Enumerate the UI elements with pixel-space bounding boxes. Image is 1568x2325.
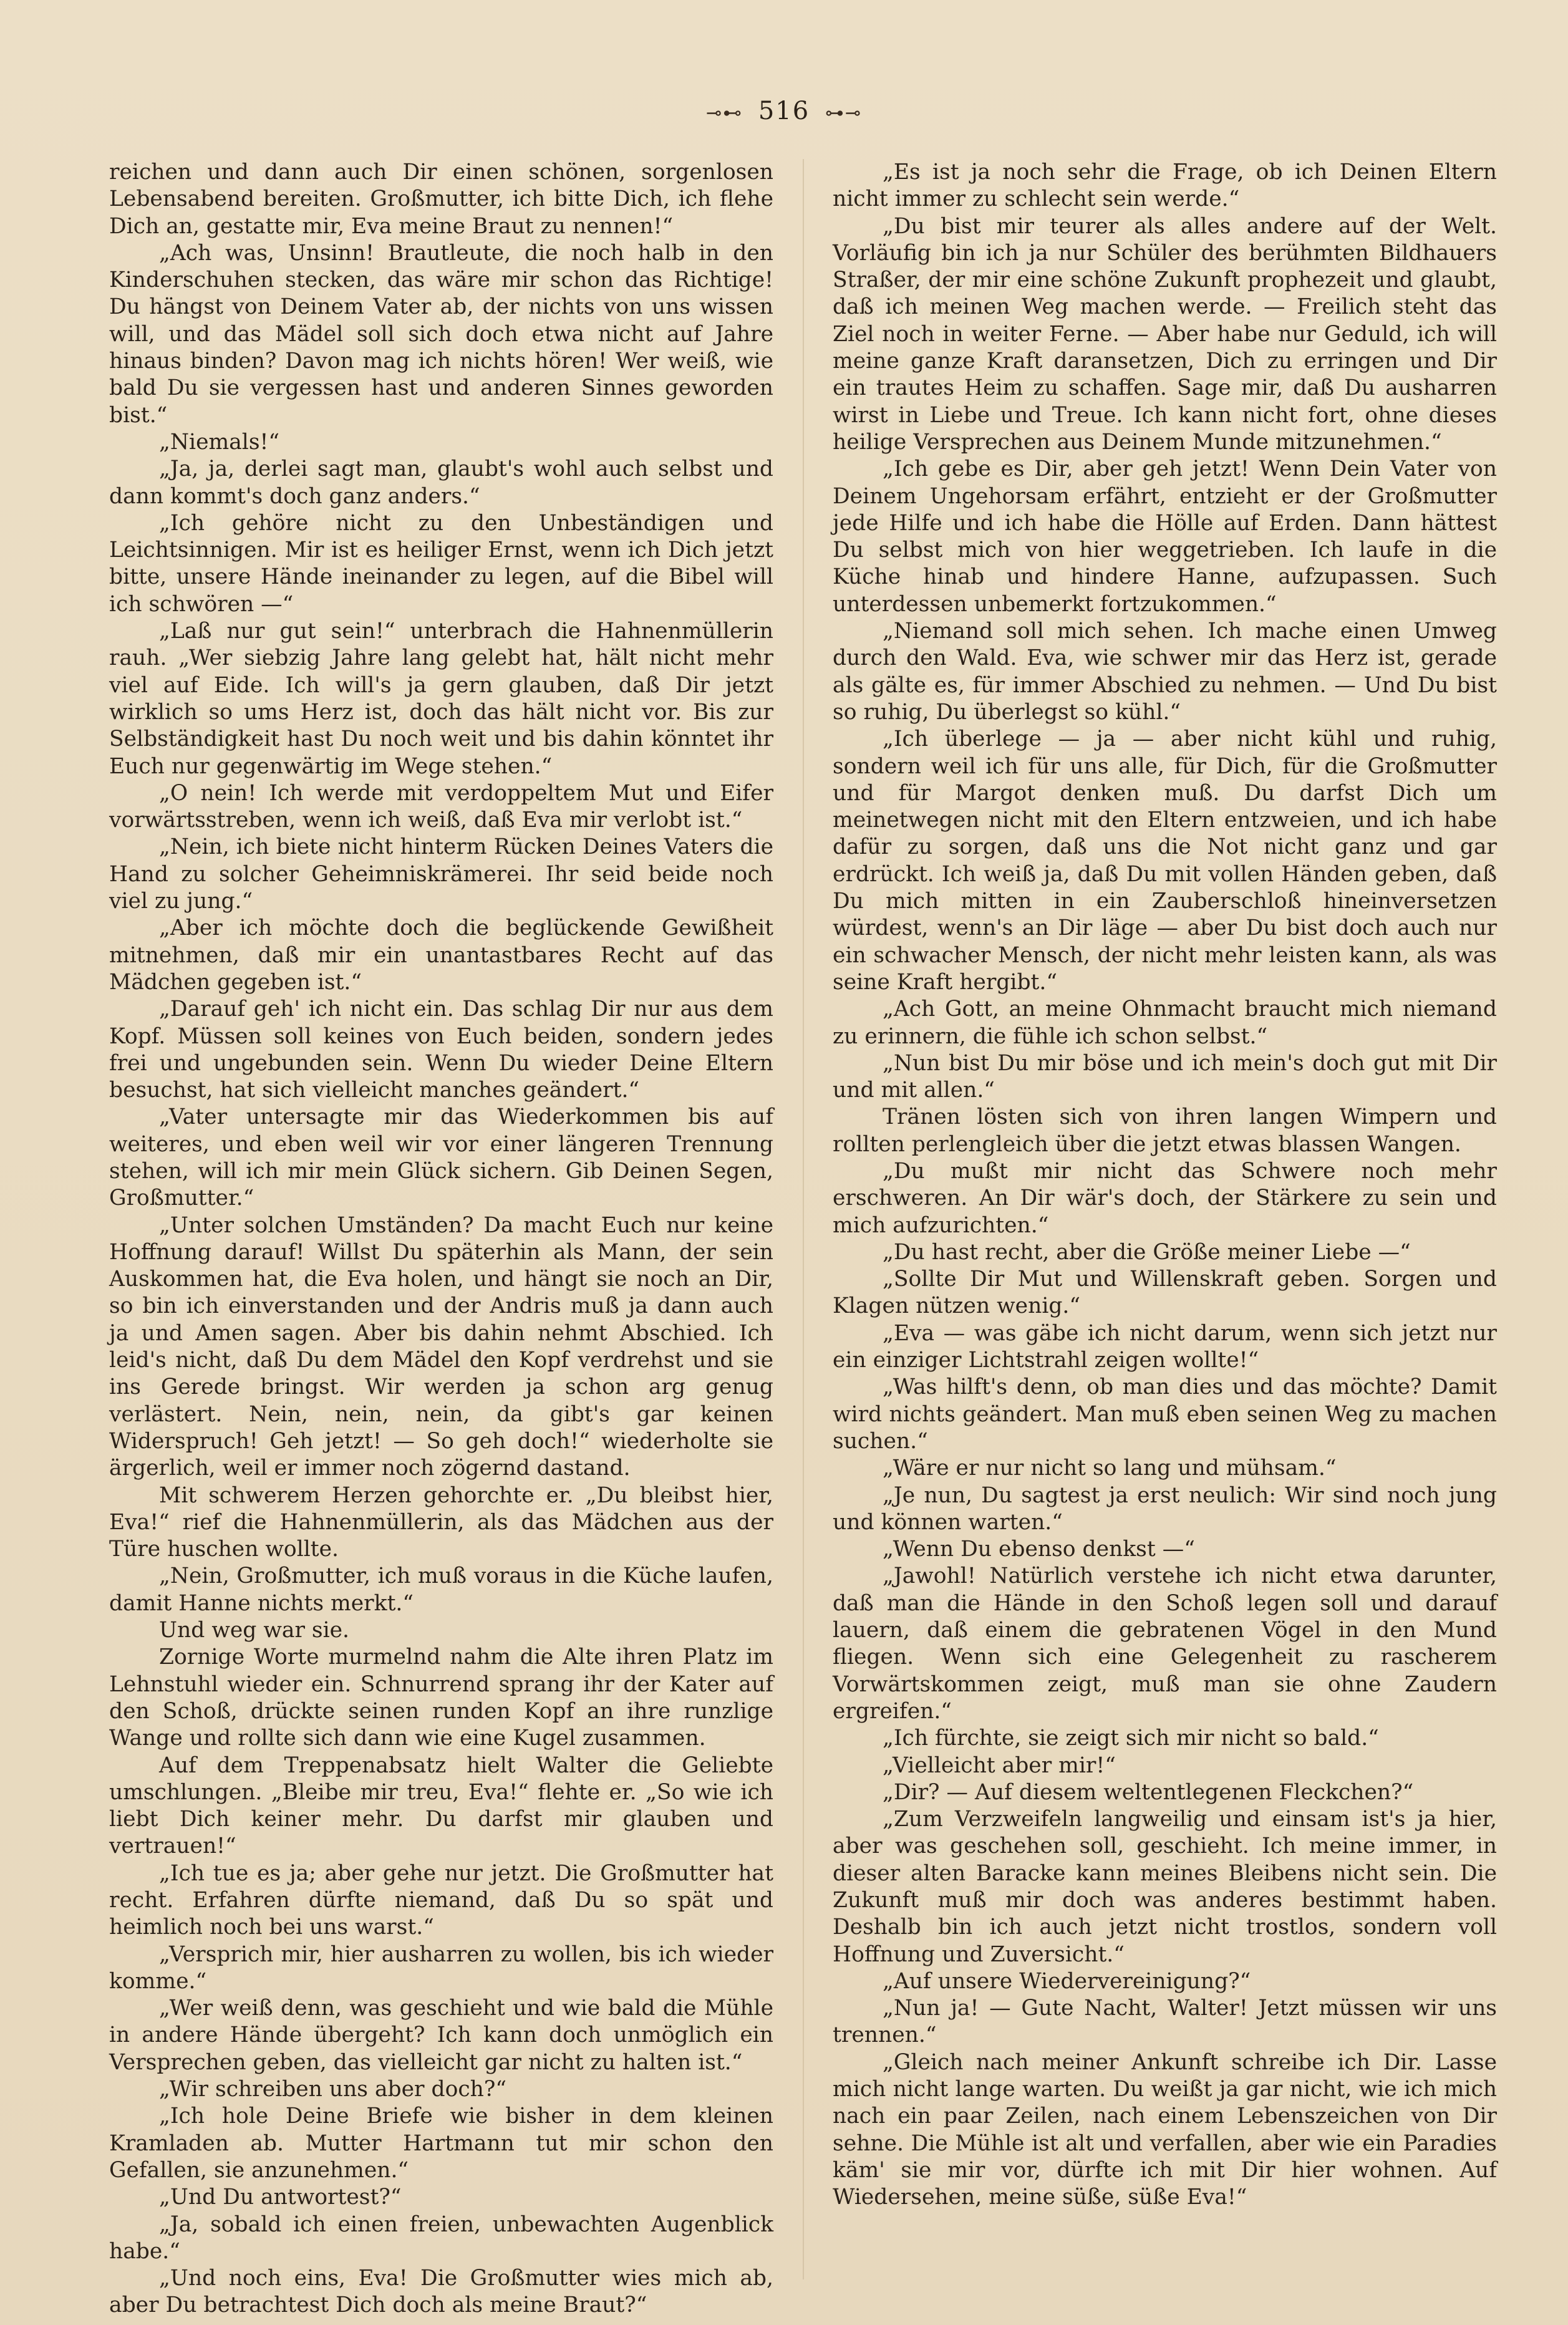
left-column [109,159,773,2319]
paragraph: „Ich gehöre nicht zu den Unbeständigen und Leichtsinnigen. Mir ist es heiliger Ernst, wenn ich Dich jetzt bitte, unsere Hände ineinander zu legen, auf die Bibel will ich schwören —“ [109,510,773,617]
ornament-left: ⊸⊷ [705,102,743,124]
paragraph: „Ach Gott, an meine Ohnmacht braucht mich niemand zu erinnern, die fühle ich schon selbst.“ [833,997,1497,1049]
text-columns [109,159,1497,2318]
paragraph: „Ich gebe es Dir, aber geh jetzt! Wenn Dein Vater von Deinem Ungehorsam erfährt, entzieht er der Großmutter jede Hilfe und ich habe die Hölle auf Erden. Dann hättest Du selbst mich von hier weggetrieben. Ich laufe in die Küche hinab und hindere Hanne, aufzupassen. Such unterdessen unbemerkt fortzukommen.“ [833,457,1497,617]
paragraph: „Darauf geh' ich nicht ein. Das schlag Dir nur aus dem Kopf. Müssen soll keines von Euch beiden, sondern jedes frei und ungebunden sein. Wenn Du wieder Deine Eltern besuchst, hat sich vielleicht manches geändert.“ [109,997,773,1103]
page-header [0,97,1568,125]
paragraph: „Sollte Dir Mut und Willenskraft geben. Sorgen und Klagen nützen wenig.“ [833,1267,1497,1319]
paragraph: „Ach was, Unsinn! Brautleute, die noch halb in den Kinderschuhen stecken, das wäre mir schon das Richtige! Du hängst von Deinem Vater ab, der nichts von uns wissen will, und das Mädel soll sich doch etwa nicht auf Jahre hinaus binden? Davon mag ich nichts hören! Wer weiß, wie bald Du sie vergessen hast und anderen Sinnes geworden bist.“ [109,240,773,428]
paragraph: „Was hilft's denn, ob man dies und das möchte? Damit wird nichts geändert. Man muß eben seinen Weg zu machen suchen.“ [833,1375,1497,1454]
paragraph: Und weg war sie. [159,1618,350,1643]
paragraph: „Unter solchen Umständen? Da macht Euch nur keine Hoffnung darauf! Willst Du späterhin als Mann, der sein Auskommen hat, die Eva holen, und hängt sie noch an Dir, so bin ich einverstanden und der Andris muß ja dann auch ja und Amen sagen. Aber bis dahin nehmt Abschied. Ich leid's nicht, daß Du dem Mädel den Kopf verdrehst und sie ins Gerede bringst. Wir werden ja schon arg genug verlästert. Nein, nein, nein, da gibt's gar keinen Widerspruch! Geh jetzt! — So geh doch!“ wiederholte sie ärgerlich, weil er immer noch zögernd dastand. [109,1212,773,1481]
paragraph: „Wenn Du ebenso denkst —“ [883,1537,1195,1562]
paragraph: „Vielleicht aber mir!“ [883,1752,1116,1778]
paragraph: „Ja, ja, derlei sagt man, glaubt's wohl auch selbst und dann kommt's doch ganz anders.“ [109,457,773,509]
paragraph: „Nun ja! — Gute Nacht, Walter! Jetzt müssen wir uns trennen.“ [833,1996,1497,2048]
paragraph: „Ich fürchte, sie zeigt sich mir nicht so bald.“ [883,1726,1379,1751]
paragraph: „Niemals!“ [159,429,280,455]
paragraph: „Ich tue es ja; aber gehe nur jetzt. Die Großmutter hat recht. Erfahren dürfte niemand, daß Du so spät und heimlich noch bei uns warst.“ [109,1860,773,1940]
page-number: 516 [758,97,810,125]
paragraph: „Zum Verzweifeln langweilig und einsam ist's ja hier, aber was geschehen soll, geschieht. Ich meine immer, in dieser alten Baracke kann meines Bleibens nicht sein. Die Zukunft muß mir doch was anderes bestimmt haben. Deshalb bin ich auch jetzt nicht trostlos, sondern voll Hoffnung und Zuversicht.“ [833,1807,1497,1967]
paragraph: „Aber ich möchte doch die beglückende Gewißheit mitnehmen, daß mir ein unantastbares Recht auf das Mädchen gegeben ist.“ [109,916,773,995]
paragraph: „Nun bist Du mir böse und ich mein's doch gut mit Dir und mit allen.“ [833,1050,1497,1103]
paragraph: „Niemand soll mich sehen. Ich mache einen Umweg durch den Wald. Eva, wie schwer mir das Herz ist, gerade als gälte es, für immer Abschied zu nehmen. — Und Du bist so ruhig, Du überlegst so kühl.“ [833,619,1497,725]
paragraph: „Jawohl! Natürlich verstehe ich nicht etwa darunter, daß man die Hände in den Schoß legen soll und darauf lauern, daß einem die gebratenen Vögel in den Mund fliegen. Wenn sich eine Gelegenheit zu rascherem Vorwärtskommen zeigt, muß man sie ohne Zaudern ergreifen.“ [833,1564,1497,1724]
paragraph: Tränen lösten sich von ihren langen Wimpern und rollten perlengleich über die jetzt etwas blassen Wangen. [833,1104,1497,1157]
paragraph: „Du mußt mir nicht das Schwere noch mehr erschweren. An Dir wär's doch, der Stärkere zu sein und mich aufzurichten.“ [833,1158,1497,1238]
paragraph: reichen und dann auch Dir einen schönen, sorgenlosen Lebensabend bereiten. Großmutter, ich bitte Dich, ich flehe Dich an, gestatte mir, Eva meine Braut zu nennen!“ [109,160,773,239]
paragraph: „Du bist mir teurer als alles andere auf der Welt. Vorläufig bin ich ja nur Schüler des berühmten Bildhauers Straßer, der mir eine schöne Zukunft prophezeit und glaubt, daß ich meinen Weg machen werde. — Freilich steht das Ziel noch in weiter Ferne. — Aber habe nur Geduld, ich will meine ganze Kraft daransetzen, Dich zu erringen und Dir ein trautes Heim zu schaffen. Sage mir, daß Du ausharren wirst in Liebe und Treue. Ich kann nicht fort, ohne dieses heilige Versprechen aus Deinem Munde mitzunehmen.“ [833,213,1497,455]
paragraph: „Vater untersagte mir das Wiederkommen bis auf weiteres, und eben weil wir vor einer längeren Trennung stehen, will ich mir mein Glück sichern. Gib Deinen Segen, Großmutter.“ [109,1104,773,1211]
paragraph: „Auf unsere Wiedervereinigung?“ [883,1968,1251,1994]
paragraph: „Wer weiß denn, was geschieht und wie bald die Mühle in andere Hände übergeht? Ich kann doch unmöglich ein Versprechen geben, das vielleicht gar nicht zu halten ist.“ [109,1996,773,2075]
paragraph: Zornige Worte murmelnd nahm die Alte ihren Platz im Lehnstuhl wieder ein. Schnurrend sprang ihr der Kater auf den Schoß, drückte seinen runden Kopf an ihre runzlige Wange und rollte sich dann wie eine Kugel zusammen. [109,1645,773,1751]
paragraph: „Eva — was gäbe ich nicht darum, wenn sich jetzt nur ein einziger Lichtstrahl zeigen wollte!“ [833,1320,1497,1373]
paragraph: „Du hast recht, aber die Größe meiner Liebe —“ [883,1239,1411,1265]
paragraph: „Ja, sobald ich einen freien, unbewachten Augenblick habe.“ [109,2211,773,2264]
paragraph: „Versprich mir, hier ausharren zu wollen, bis ich wieder komme.“ [109,1941,773,1994]
paragraph: Auf dem Treppenabsatz hielt Walter die Geliebte umschlungen. „Bleibe mir treu, Eva!“ flehte er. „So wie ich liebt Dich keiner mehr. Du darfst mir glauben und vertrauen!“ [109,1752,773,1859]
paragraph: „Laß nur gut sein!“ unterbrach die Hahnenmüllerin rauh. „Wer siebzig Jahre lang gelebt hat, hält nicht mehr viel auf Eide. Ich will's ja gern glauben, daß Dir jetzt wirklich so ums Herz ist, doch das hält nicht vor. Bis zur Selbständigkeit hast Du noch weit und bis dahin könntet ihr Euch nur gegenwärtig im Wege stehen.“ [109,619,773,779]
paragraph: „Gleich nach meiner Ankunft schreibe ich Dir. Lasse mich nicht lange warten. Du weißt ja gar nicht, wie ich mich nach ein paar Zeilen, nach einem Lebenszeichen von Dir sehne. Die Mühle ist alt und verfallen, aber wie ein Paradies käm' sie mir vor, dürfte ich mit Dir hier wohnen. Auf Wiedersehen, meine süße, süße Eva!“ [833,2049,1497,2210]
paragraph: „Je nun, Du sagtest ja erst neulich: Wir sind noch jung und können warten.“ [833,1482,1497,1535]
paragraph: „Es ist ja noch sehr die Frage, ob ich Deinen Eltern nicht immer zu schlecht sein werde.“ [833,160,1497,212]
paragraph: „O nein! Ich werde mit verdoppeltem Mut und Eifer vorwärtsstreben, wenn ich weiß, daß Eva mir verlobt ist.“ [109,780,773,833]
paragraph: „Ich hole Deine Briefe wie bisher in dem kleinen Kramladen ab. Mutter Hartmann tut mir schon den Gefallen, sie anzunehmen.“ [109,2104,773,2183]
paragraph: „Und Du antwortest?“ [159,2185,402,2210]
paragraph: „Dir? — Auf diesem weltentlegenen Fleckchen?“ [883,1779,1414,1805]
paragraph: Mit schwerem Herzen gehorchte er. „Du bleibst hier, Eva!“ rief die Hahnenmüllerin, als das Mädchen aus der Türe huschen wollte. [109,1482,773,1562]
paragraph: „Wir schreiben uns aber doch?“ [159,2077,507,2102]
right-column [833,159,1497,2319]
paragraph: „Nein, Großmutter, ich muß voraus in die Küche laufen, damit Hanne nichts merkt.“ [109,1564,773,1616]
paragraph: „Ich überlege — ja — aber nicht kühl und ruhig, sondern weil ich für uns alle, für Dich, für die Großmutter und für Margot denken muß. Du darfst Dich um meinetwegen nicht mit den Eltern entzweien, und ich habe dafür zu sorgen, daß uns die Not nicht ganz und gar erdrückt. Ich weiß ja, daß Du mit vollen Händen geben, daß Du mich mitten in ein Zauberschloß hineinversetzen würdest, wenn's an Dir läge — aber Du bist doch auch nur ein schwacher Mensch, der nicht mehr leisten kann, als was seine Kraft hergibt.“ [833,727,1497,995]
paragraph: „Wäre er nur nicht so lang und mühsam.“ [883,1456,1337,1481]
paragraph: „Und noch eins, Eva! Die Großmutter wies mich ab, aber Du betrachtest Dich doch als meine Braut?“ [109,2266,773,2318]
ornament-right: ⊶⊸ [825,102,863,124]
paragraph: „Nein, ich biete nicht hinterm Rücken Deines Vaters die Hand zu solcher Geheimniskrämerei. Ihr seid beide noch viel zu jung.“ [109,834,773,914]
